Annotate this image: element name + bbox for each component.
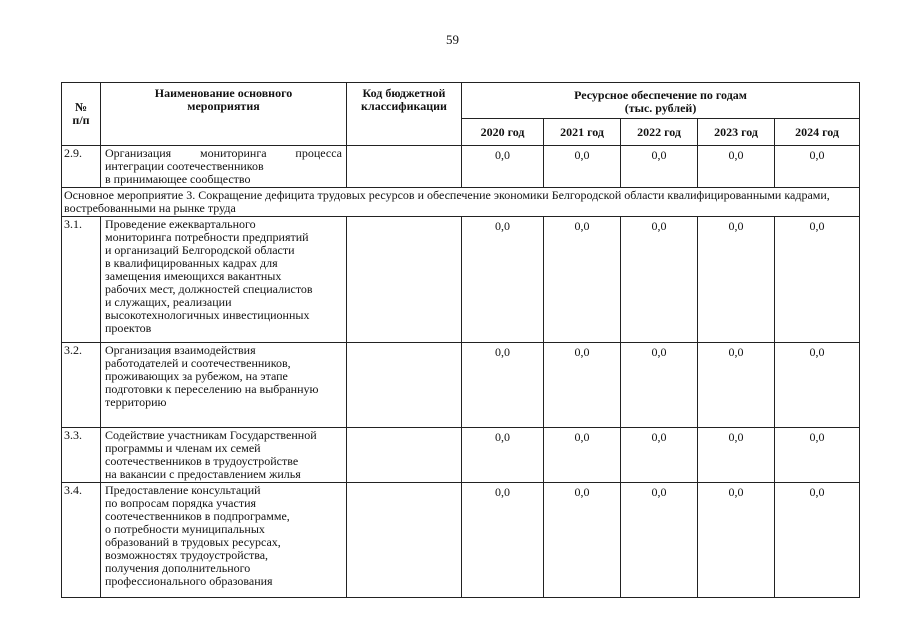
header-resources: Ресурсное обеспечение по годам (тыс. рублей): [462, 83, 860, 119]
resource-value: 0,0: [621, 146, 698, 188]
activity-name: Организация мониторинга процесса интеграции соотечественников в принимающее сообщество: [101, 146, 347, 188]
row-number: 3.1.: [62, 217, 101, 343]
header-code: Код бюджетной классификации: [347, 83, 462, 146]
row-number: 2.9.: [62, 146, 101, 188]
resource-value: 0,0: [462, 146, 544, 188]
activity-name: Предоставление консультаций по вопросам порядка участия соотечественников в подпрограмме, о потребности муниципальных образований в трудовых ресурсах, возможностях трудоустройства, получения дополнительного профессионального образования: [101, 483, 347, 598]
resource-table: [61, 82, 860, 598]
resource-value: 0,0: [544, 343, 621, 428]
resource-value: 0,0: [544, 428, 621, 483]
budget-code: [347, 483, 462, 598]
resource-value: 0,0: [775, 428, 860, 483]
header-year: 2023 год: [698, 119, 775, 146]
resource-value: 0,0: [621, 483, 698, 598]
table-row: [62, 428, 860, 483]
resource-value: 0,0: [698, 146, 775, 188]
header-year: 2024 год: [775, 119, 860, 146]
budget-code: [347, 343, 462, 428]
activity-name: Организация взаимодействия работодателей и соотечественников, проживающих за рубежом, на этапе подготовки к переселению на выбранную территорию: [101, 343, 347, 428]
budget-code: [347, 146, 462, 188]
resource-value: 0,0: [621, 217, 698, 343]
row-number: 3.2.: [62, 343, 101, 428]
table-row: [62, 146, 860, 188]
header-name: Наименование основного мероприятия: [101, 83, 347, 146]
resource-value: 0,0: [698, 217, 775, 343]
row-number: 3.3.: [62, 428, 101, 483]
resource-value: 0,0: [544, 483, 621, 598]
resource-value: 0,0: [462, 483, 544, 598]
table-row: [62, 217, 860, 343]
activity-name: Содействие участникам Государственной программы и членам их семей соотечественников в трудоустройстве на вакансии с предоставлением жилья: [101, 428, 347, 483]
resource-value: 0,0: [462, 428, 544, 483]
resource-value: 0,0: [698, 428, 775, 483]
resource-value: 0,0: [544, 146, 621, 188]
page-number: 59: [446, 32, 459, 47]
budget-code: [347, 217, 462, 343]
row-number: 3.4.: [62, 483, 101, 598]
section-title: Основное мероприятие 3. Сокращение дефицита трудовых ресурсов и обеспечение экономики Белгородской области квалифицированными кадрами, востребованными на рынке труда: [62, 188, 860, 217]
resource-value: 0,0: [698, 483, 775, 598]
resource-value: 0,0: [621, 428, 698, 483]
table-row: [62, 483, 860, 598]
section-row: [62, 188, 860, 217]
header-year: 2022 год: [621, 119, 698, 146]
resource-value: 0,0: [544, 217, 621, 343]
resource-value: 0,0: [775, 343, 860, 428]
resource-value: 0,0: [775, 483, 860, 598]
table-row: [62, 343, 860, 428]
resource-value: 0,0: [462, 217, 544, 343]
header-num: № п/п: [62, 83, 101, 146]
resource-value: 0,0: [621, 343, 698, 428]
header-year: 2020 год: [462, 119, 544, 146]
resource-value: 0,0: [775, 217, 860, 343]
activity-name: Проведение ежеквартального мониторинга потребности предприятий и организаций Белгородской области в квалифицированных кадрах для замещения имеющихся вакантных рабочих мест, должностей специалистов и служащих, реализации высокотехнологичных инвестиционных проектов: [101, 217, 347, 343]
resource-value: 0,0: [698, 343, 775, 428]
header-year: 2021 год: [544, 119, 621, 146]
table-body: [62, 146, 860, 598]
budget-code: [347, 428, 462, 483]
resource-value: 0,0: [462, 343, 544, 428]
resource-value: 0,0: [775, 146, 860, 188]
